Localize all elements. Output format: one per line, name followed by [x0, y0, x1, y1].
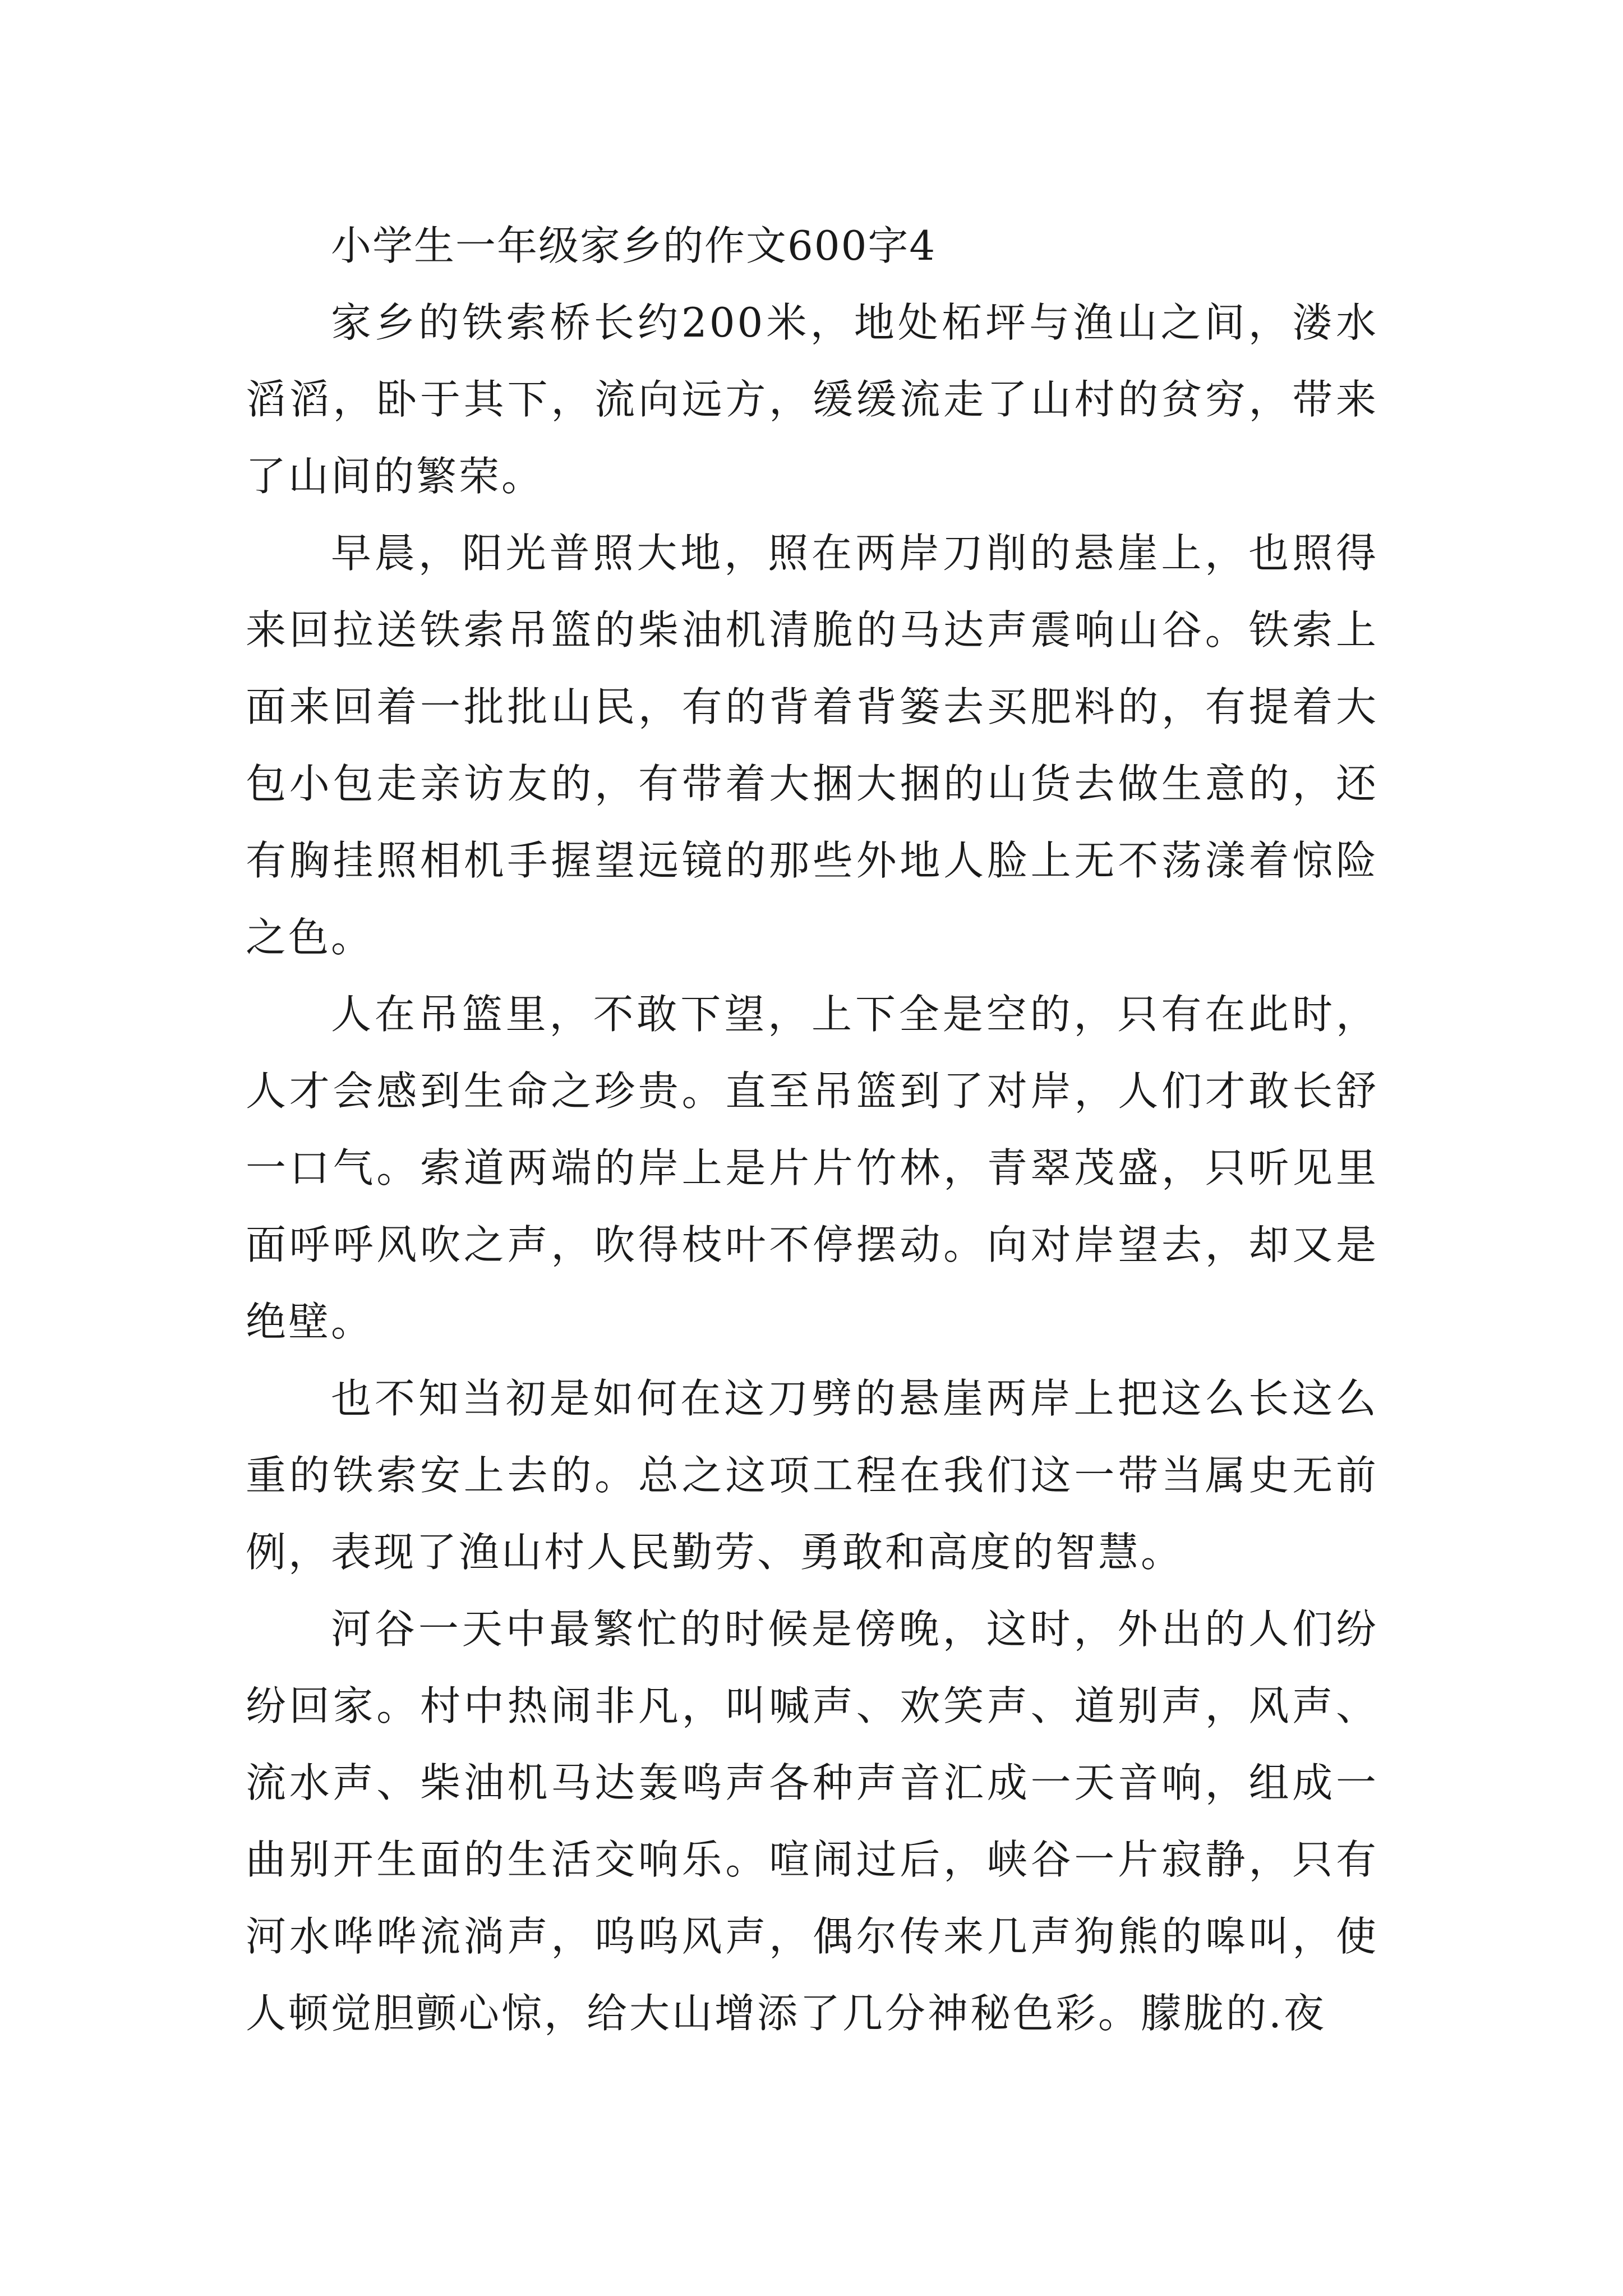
paragraph-4: 也不知当初是如何在这刀劈的悬崖两岸上把这么长这么重的铁索安上去的。总之这项工程在我们这一带当属史无前例，表现了渔山村人民勤劳、勇敢和高度的智慧。 — [246, 1375, 1378, 1576]
paragraph-2: 早晨，阳光普照大地，照在两岸刀削的悬崖上，也照得来回拉送铁索吊篮的柴油机清脆的马达声震响山谷。铁索上面来回着一批批山民，有的背着背篓去买肥料的，有提着大包小包走亲访友的，有带着大捆大捆的山货去做生意的，还有胸挂照相机手握望远镜的那些外地人脸上无不荡漾着惊险之色。 — [246, 530, 1378, 961]
paragraph-1: 家乡的铁索桥长约200米，地处柘坪与渔山之间，溇水滔滔，卧于其下，流向远方，缓缓流走了山村的贫穷，带来了山间的繁荣。 — [246, 299, 1378, 500]
paragraph-3: 人在吊篮里，不敢下望，上下全是空的，只有在此时，人才会感到生命之珍贵。直至吊篮到了对岸，人们才敢长舒一口气。索道两端的岸上是片片竹林，青翠茂盛，只听见里面呼呼风吹之声，吹得枝叶不停摆动。向对岸望去，却又是绝壁。 — [246, 991, 1378, 1345]
document-body — [246, 208, 1378, 2052]
paragraph-5: 河谷一天中最繁忙的时候是傍晚，这时，外出的人们纷纷回家。村中热闹非凡，叫喊声、欢笑声、道别声，风声、流水声、柴油机马达轰鸣声各种声音汇成一天音响，组成一曲别开生面的生活交响乐。喧闹过后，峡谷一片寂静，只有河水哗哗流淌声，呜呜风声，偶尔传来几声狗熊的嗥叫，使人顿觉胆颤心惊，给大山增添了几分神秘色彩。朦胧的.夜 — [246, 1605, 1378, 2037]
document-title: 小学生一年级家乡的作文600字4 — [331, 222, 937, 269]
